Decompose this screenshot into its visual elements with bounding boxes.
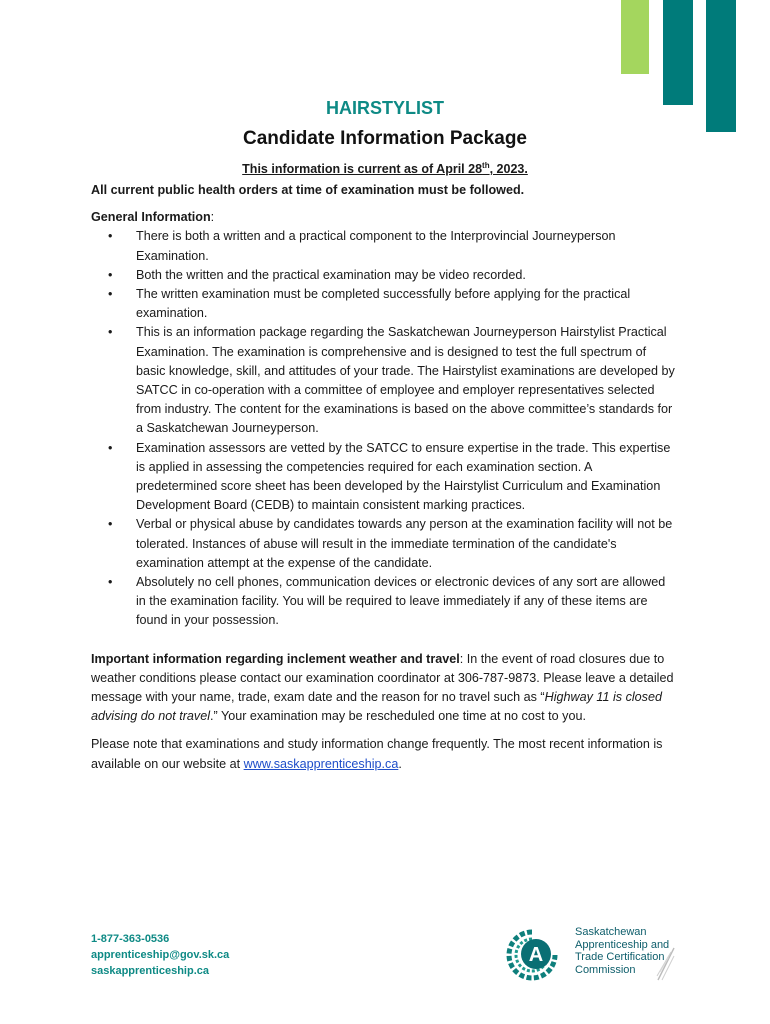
trade-title: HAIRSTYLIST <box>325 98 444 118</box>
list-item <box>91 323 676 438</box>
list-item-text: Verbal or physical abuse by candidates towards any person at the examination facility will not be tolerated. Instances of abuse will result in the immediate termination of the candidate's examination attempt at the expense of the candidate. <box>136 517 673 570</box>
list-item <box>91 285 676 323</box>
weather-text-2: .” Your examination may be rescheduled one time at no cost to you. <box>210 709 586 724</box>
list-item <box>91 266 676 285</box>
currency-date <box>0 157 770 178</box>
logo-line: Apprenticeship and <box>575 938 670 951</box>
weather-text-1: : In the event of road closures due to weather conditions please contact our examination coordinator at 306-787-9873. Please leave a detailed message with your name, trade, exam date and the reason for no travel such as “ <box>91 651 674 705</box>
decorative-bar-green <box>621 0 649 74</box>
list-item-text: This is an information package regarding the Saskatchewan Journeyperson Hairstylist Practical Examination. The examination is comprehensive and is designed to test the full spectrum of basic knowledge, skill, and attitudes of your trade. The Hairstylist examinations are developed by SATCC in co-operation with a committee of employee and employer representatives selected from industry. The content for the examinations is based on the above committee’s standards for a Saskatchewan Journeyperson. <box>136 325 675 436</box>
website-link[interactable]: www.saskapprenticeship.ca <box>243 756 399 771</box>
bullet-icon: • <box>108 575 113 590</box>
satcc-logo-icon <box>503 928 561 982</box>
bullet-icon: • <box>108 325 113 340</box>
bullet-icon: • <box>108 287 113 302</box>
general-information-heading <box>91 208 676 227</box>
bullet-icon: • <box>108 229 113 244</box>
bullet-icon: • <box>108 440 113 455</box>
list-item-text: The written examination must be completed successfully before applying for the practical examination. <box>136 287 631 321</box>
list-item <box>91 573 676 631</box>
website-note-text: Please note that examinations and study information change frequently. The most recent information is available on our website at <box>91 737 663 771</box>
website-note <box>91 735 676 773</box>
weather-example: Highway 11 is closed advising do not travel <box>91 690 662 724</box>
currency-date-suffix: , 2023. <box>489 162 528 177</box>
contact-phone[interactable]: 1-877-363-0536 <box>91 933 170 945</box>
weather-travel-label: Important information regarding inclement weather and travel <box>91 651 460 666</box>
currency-date-prefix: This information is current as of April 28 <box>242 162 483 177</box>
general-information-label: General Information <box>91 210 211 225</box>
website-note-end: . <box>398 756 402 771</box>
satcc-logo <box>503 926 678 984</box>
list-item-text: There is both a written and a practical component to the Interprovincial Journeyperson Examination. <box>136 229 616 263</box>
contact-footer <box>91 931 229 979</box>
contact-email[interactable]: apprenticeship@gov.sk.ca <box>91 949 230 961</box>
list-item <box>91 227 676 265</box>
logo-letter: A <box>528 944 544 966</box>
health-notice: All current public health orders at time of examination must be followed. <box>91 183 525 197</box>
list-item-text: Absolutely no cell phones, communication devices or electronic devices of any sort are allowed in the examination facility. You will be required to leave immediately if any of these items are found in your possession. <box>136 575 666 628</box>
general-information-list <box>91 227 676 630</box>
document-body <box>91 181 676 774</box>
list-item-text: Examination assessors are vetted by the SATCC to ensure expertise in the trade. This expertise is applied in assessing the competencies required for each examination section. A predetermined score sheet has been developed by the Hairstylist Curriculum and Examination Development Board (CEDB) to maintain consistent marking practices. <box>136 440 671 513</box>
general-information-colon: : <box>210 210 215 225</box>
wheat-sheaf-icon <box>654 946 676 982</box>
logo-line: Trade Certification <box>575 951 665 964</box>
bullet-icon: • <box>108 267 113 282</box>
weather-travel-paragraph <box>91 650 676 727</box>
bullet-icon: • <box>108 517 113 532</box>
document-header <box>0 96 770 178</box>
list-item-text: Both the written and the practical examination may be video recorded. <box>136 267 526 282</box>
logo-line: Commission <box>575 963 636 976</box>
currency-date-ordinal: th <box>482 161 490 170</box>
logo-line: Saskatchewan <box>575 926 647 938</box>
list-item <box>91 515 676 573</box>
list-item <box>91 439 676 516</box>
contact-website[interactable]: saskapprenticeship.ca <box>91 965 210 977</box>
decorative-bar-teal <box>663 0 693 105</box>
page-title: Candidate Information Package <box>242 128 527 149</box>
